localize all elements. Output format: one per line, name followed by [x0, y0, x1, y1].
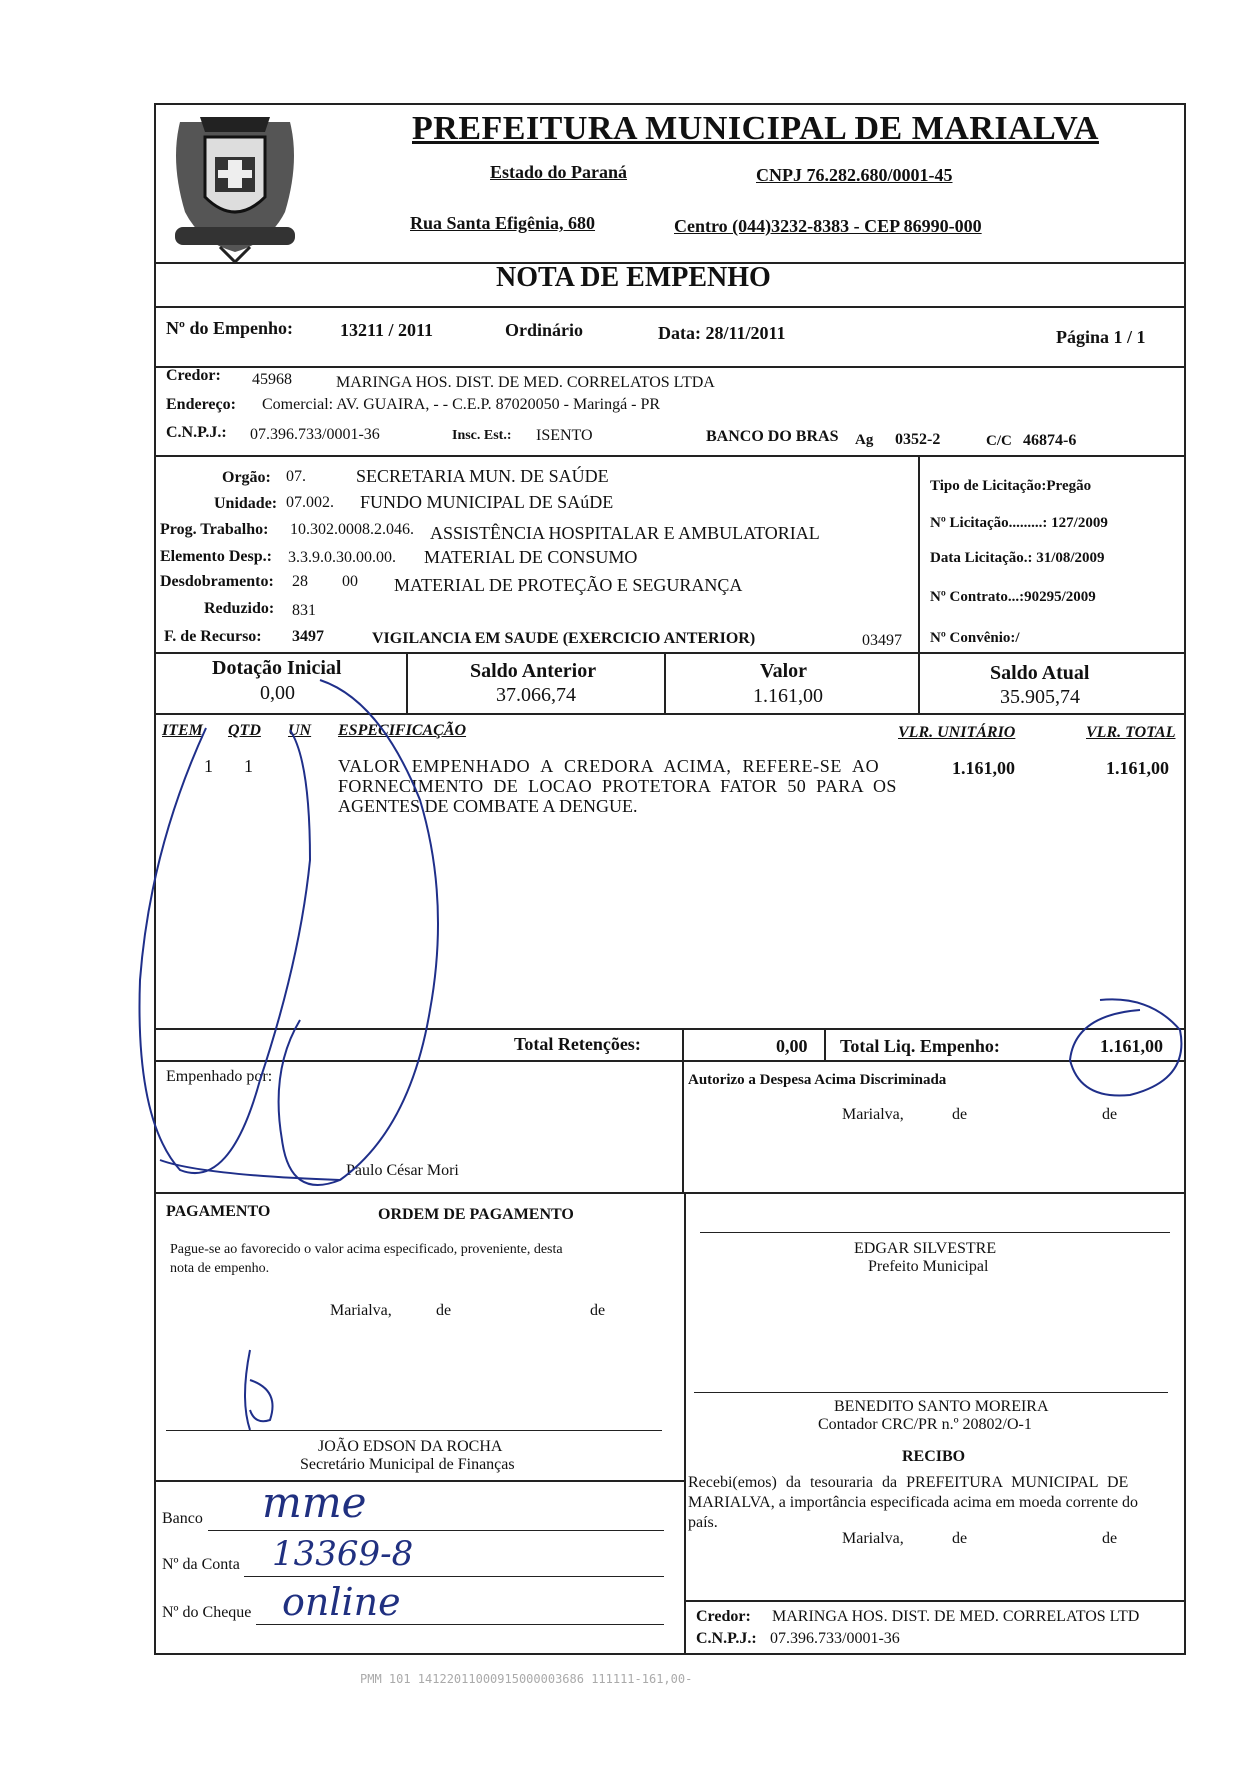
saldo-atual-value: 35.905,74 — [1000, 686, 1080, 708]
contact-label: Centro (044)3232-8383 - CEP 86990-000 — [674, 216, 982, 236]
orgao-label: Orgão: — [222, 469, 271, 486]
pague-line1: Pague-se ao favorecido o valor acima especificado, proveniente, desta — [170, 1242, 563, 1257]
orgao-code: 07. — [286, 468, 306, 485]
pagamento-de-1: de — [436, 1302, 452, 1319]
autorizo-de-1: de — [952, 1106, 968, 1123]
unidade-label: Unidade: — [214, 495, 278, 512]
prog-label: Prog. Trabalho: — [160, 521, 269, 538]
empenhado-por-label: Empenhado por: — [166, 1068, 273, 1085]
credor-address: Comercial: AV. GUAIRA, - - C.E.P. 87020050 - Maringá - PR — [262, 396, 661, 413]
banco-label: Banco — [162, 1510, 203, 1527]
conta-label: Nº da Conta — [162, 1556, 240, 1573]
recibo-de-1: de — [952, 1530, 968, 1547]
empenho-number-label: Nº do Empenho: — [166, 318, 293, 338]
recurso-label: F. de Recurso: — [164, 628, 262, 645]
licitacao-type: Tipo de Licitação:Pregão — [930, 478, 1092, 494]
ordem-pagamento-label: ORDEM DE PAGAMENTO — [378, 1206, 574, 1223]
desd-name: MATERIAL DE PROTEÇÃO E SEGURANÇA — [394, 575, 743, 595]
valor-value: 1.161,00 — [753, 685, 823, 707]
item-number: 1 — [204, 756, 213, 776]
recurso-code: 3497 — [292, 628, 324, 645]
licitacao-number: Nº Licitação.........: 127/2009 — [930, 515, 1108, 531]
recibo-cnpj-label: C.N.P.J.: — [696, 1630, 757, 1647]
elem-label: Elemento Desp.: — [160, 548, 272, 565]
autorizo-de-2: de — [1102, 1106, 1118, 1123]
empenho-number: 13211 / 2011 — [340, 320, 434, 340]
unidade-code: 07.002. — [286, 494, 334, 511]
orgao-name: SECRETARIA MUN. DE SAÚDE — [356, 466, 609, 486]
total-liquido-value: 1.161,00 — [1100, 1036, 1163, 1056]
valor-label: Valor — [760, 660, 808, 682]
total-liquido-label: Total Liq. Empenho: — [840, 1036, 1000, 1056]
col-spec: ESPECIFICAÇÃO — [338, 722, 467, 739]
desd-code: 28 — [292, 573, 308, 590]
empenhado-por-name: Paulo César Mori — [346, 1162, 459, 1179]
col-unit-value: VLR. UNITÁRIO — [898, 724, 1016, 741]
secretario-title: Secretário Municipal de Finanças — [300, 1456, 515, 1473]
col-un: UN — [288, 722, 312, 739]
recibo-title: RECIBO — [902, 1448, 966, 1465]
empenho-date: Data: 28/11/2011 — [658, 323, 786, 343]
contador-title: Contador CRC/PR n.º 20802/O-1 — [818, 1416, 1032, 1433]
agency-number: 0352-2 — [895, 431, 941, 448]
pague-line2: nota de empenho. — [170, 1261, 270, 1276]
item-spec-line1: VALOR EMPENHADO A CREDORA ACIMA, REFERE-SE AO — [338, 756, 880, 776]
desd-sub: 00 — [342, 573, 358, 590]
page-number: Página 1 / 1 — [1056, 327, 1146, 347]
col-total-value: VLR. TOTAL — [1086, 724, 1176, 741]
item-spec-line3: AGENTES DE COMBATE A DENGUE. — [338, 796, 638, 816]
credor-label: Credor: — [166, 367, 221, 384]
dotacao-label: Dotação Inicial — [212, 657, 342, 679]
pagamento-label: PAGAMENTO — [166, 1203, 271, 1220]
prog-code: 10.302.0008.2.046. — [290, 521, 414, 538]
saldo-anterior-value: 37.066,74 — [496, 684, 576, 706]
item-unit-value: 1.161,00 — [952, 758, 1015, 778]
account-label: C/C — [986, 433, 1012, 449]
pagamento-de-2: de — [590, 1302, 606, 1319]
ie-label: Insc. Est.: — [452, 428, 512, 443]
account-number: 46874-6 — [1023, 432, 1077, 449]
cnpj-label: CNPJ 76.282.680/0001-45 — [756, 165, 953, 185]
recibo-line1: Recebi(emos) da tesouraria da PREFEITURA MUNICIPAL DE — [688, 1474, 1129, 1491]
dotacao-value: 0,00 — [260, 682, 295, 704]
document-title: NOTA DE EMPENHO — [496, 262, 771, 293]
state-label: Estado do Paraná — [490, 162, 628, 182]
pagamento-place: Marialva, — [330, 1302, 392, 1319]
bank-name: BANCO DO BRAS — [706, 428, 839, 445]
item-total-value: 1.161,00 — [1106, 758, 1169, 778]
recibo-credor-name: MARINGA HOS. DIST. DE MED. CORRELATOS LTD — [772, 1608, 1140, 1625]
recibo-line3: país. — [688, 1514, 718, 1531]
secretario-name: JOÃO EDSON DA ROCHA — [318, 1438, 503, 1455]
credor-code: 45968 — [252, 371, 292, 388]
banco-handwritten: mme — [262, 1478, 367, 1527]
credor-name: MARINGA HOS. DIST. DE MED. CORRELATOS LTDA — [336, 374, 715, 391]
prog-name: ASSISTÊNCIA HOSPITALAR E AMBULATORIAL — [430, 523, 820, 543]
item-spec-line2: FORNECIMENTO DE LOCAO PROTETORA FATOR 50 PARA OS — [338, 776, 897, 796]
recurso-code2: 03497 — [862, 632, 902, 649]
reduzido-code: 831 — [292, 602, 316, 619]
address-label: Rua Santa Efigênia, 680 — [410, 213, 596, 233]
col-qtd: QTD — [228, 722, 261, 739]
convenio-number: Nº Convênio:/ — [930, 630, 1020, 646]
recibo-cnpj: 07.396.733/0001-36 — [770, 1630, 900, 1647]
cnpj-field-label: C.N.P.J.: — [166, 424, 227, 441]
total-retencoes-value: 0,00 — [776, 1036, 808, 1056]
empenho-type: Ordinário — [505, 320, 584, 340]
recibo-place: Marialva, — [842, 1530, 904, 1547]
saldo-anterior-label: Saldo Anterior — [470, 660, 597, 682]
cheque-handwritten: online — [282, 1580, 401, 1624]
total-retencoes-label: Total Retenções: — [514, 1034, 641, 1054]
saldo-atual-label: Saldo Atual — [990, 662, 1090, 684]
autorizo-place: Marialva, — [842, 1106, 904, 1123]
desd-label: Desdobramento: — [160, 573, 274, 590]
coat-of-arms-logo — [160, 102, 310, 262]
recibo-de-2: de — [1102, 1530, 1118, 1547]
contract-number: Nº Contrato...:90295/2009 — [930, 589, 1096, 605]
recurso-name: VIGILANCIA EM SAUDE (EXERCICIO ANTERIOR) — [372, 630, 756, 647]
autorizo-label: Autorizo a Despesa Acima Discriminada — [688, 1072, 947, 1088]
contador-name: BENEDITO SANTO MOREIRA — [834, 1398, 1049, 1415]
prefeito-name: EDGAR SILVESTRE — [854, 1240, 997, 1257]
licitacao-date: Data Licitação.: 31/08/2009 — [930, 550, 1105, 566]
unidade-name: FUNDO MUNICIPAL DE SAúDE — [360, 492, 614, 512]
credor-cnpj: 07.396.733/0001-36 — [250, 426, 380, 443]
page-title: PREFEITURA MUNICIPAL DE MARIALVA — [412, 110, 1099, 147]
credor-ie: ISENTO — [536, 427, 593, 444]
address-field-label: Endereço: — [166, 396, 236, 413]
item-qty: 1 — [244, 756, 253, 776]
cheque-label: Nº do Cheque — [162, 1604, 252, 1621]
agency-label: Ag — [855, 432, 874, 448]
prefeito-title: Prefeito Municipal — [868, 1258, 989, 1275]
col-item: ITEM — [162, 722, 203, 739]
footer-code: PMM 101 14122011000915000003686 111111-161,00- — [360, 1672, 693, 1686]
recibo-credor-label: Credor: — [696, 1608, 751, 1625]
conta-handwritten: 13369-8 — [272, 1534, 414, 1574]
elem-name: MATERIAL DE CONSUMO — [424, 547, 638, 567]
elem-code: 3.3.9.0.30.00.00. — [288, 549, 396, 566]
recibo-line2: MARIALVA, a importância especificada acima em moeda corrente do — [688, 1494, 1139, 1511]
reduzido-label: Reduzido: — [204, 600, 275, 617]
